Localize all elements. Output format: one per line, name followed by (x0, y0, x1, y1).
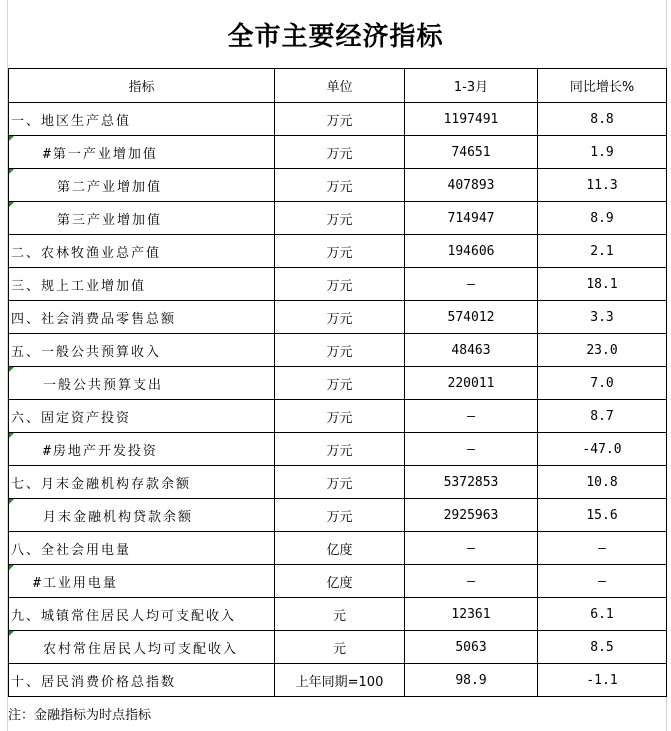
value-cell[interactable] (405, 499, 538, 532)
indicator-cell[interactable] (9, 664, 275, 697)
table-row (9, 367, 667, 400)
indicator-text: #第一产业增加值 (43, 146, 158, 162)
value-text: — (467, 573, 475, 589)
indicator-cell[interactable] (9, 433, 275, 466)
table-row (9, 565, 667, 598)
cell-comment-marker-icon (9, 367, 14, 372)
header-row (9, 69, 667, 103)
growth-cell[interactable] (538, 598, 667, 631)
value-cell[interactable] (405, 334, 538, 367)
indicator-text: 第二产业增加值 (57, 179, 163, 195)
growth-cell[interactable] (538, 631, 667, 664)
unit-text: 万元 (326, 278, 353, 294)
indicator-cell[interactable] (9, 466, 275, 499)
growth-cell[interactable] (538, 169, 667, 202)
indicator-cell[interactable] (9, 301, 275, 334)
value-text: — (467, 540, 475, 556)
value-cell[interactable] (405, 103, 538, 136)
growth-text: -47.0 (582, 441, 622, 457)
indicator-text: 第三产业增加值 (57, 212, 163, 228)
growth-text: 23.0 (586, 342, 618, 358)
value-text: 74651 (451, 144, 491, 160)
growth-text: 1.9 (590, 144, 614, 160)
indicator-cell[interactable] (9, 169, 275, 202)
value-cell[interactable] (405, 664, 538, 697)
value-text: 1197491 (443, 111, 499, 127)
growth-cell[interactable] (538, 301, 667, 334)
value-cell[interactable] (405, 631, 538, 664)
unit-cell[interactable] (275, 268, 405, 301)
growth-cell[interactable] (538, 202, 667, 235)
cell-comment-marker-icon (9, 202, 14, 207)
growth-text: 11.3 (586, 177, 618, 193)
value-cell[interactable] (405, 202, 538, 235)
unit-cell[interactable] (275, 301, 405, 334)
value-text: 12361 (451, 606, 491, 622)
growth-text: — (598, 540, 606, 556)
unit-text: 万元 (326, 443, 353, 459)
unit-cell[interactable] (275, 367, 405, 400)
unit-cell[interactable] (275, 631, 405, 664)
growth-cell[interactable] (538, 565, 667, 598)
value-text: 714947 (447, 210, 495, 226)
unit-text: 元 (332, 608, 346, 624)
value-text: 574012 (447, 309, 495, 325)
cell-comment-marker-icon (9, 136, 14, 141)
growth-cell[interactable] (538, 367, 667, 400)
value-text: — (467, 441, 475, 457)
cell-comment-marker-icon (9, 433, 14, 438)
unit-cell[interactable] (275, 466, 405, 499)
growth-text: 8.7 (590, 408, 614, 424)
growth-text: 2.1 (590, 243, 614, 259)
indicator-text: #工业用电量 (33, 575, 118, 591)
growth-cell[interactable] (538, 532, 667, 565)
table-row (9, 664, 667, 697)
unit-cell[interactable] (275, 202, 405, 235)
indicator-text: 一、地区生产总值 (11, 113, 132, 129)
table-row (9, 598, 667, 631)
cell-comment-marker-icon (9, 631, 14, 636)
growth-text: 8.5 (590, 639, 614, 655)
growth-cell[interactable] (538, 103, 667, 136)
indicator-cell[interactable] (9, 565, 275, 598)
value-cell[interactable] (405, 400, 538, 433)
value-text: 48463 (451, 342, 491, 358)
unit-text: 万元 (326, 509, 353, 525)
value-cell[interactable] (405, 532, 538, 565)
unit-text: 万元 (326, 212, 353, 228)
unit-cell[interactable] (275, 334, 405, 367)
indicator-text: 二、农林牧渔业总产值 (11, 245, 162, 261)
table-row (9, 301, 667, 334)
unit-cell[interactable] (275, 664, 405, 697)
value-cell[interactable] (405, 136, 538, 169)
page-title: 全市主要经济指标 (227, 21, 444, 52)
unit-text: 亿度 (326, 542, 353, 558)
unit-text: 万元 (326, 146, 353, 162)
value-cell[interactable] (405, 598, 538, 631)
indicator-text: 五、一般公共预算收入 (11, 344, 162, 360)
value-cell[interactable] (405, 565, 538, 598)
indicator-cell[interactable] (9, 367, 275, 400)
indicator-table (8, 68, 667, 697)
growth-cell[interactable] (538, 499, 667, 532)
value-text: — (467, 408, 475, 424)
unit-cell[interactable] (275, 235, 405, 268)
table-row (9, 631, 667, 664)
indicator-cell[interactable] (9, 235, 275, 268)
growth-text: 10.8 (586, 474, 618, 490)
growth-cell[interactable] (538, 136, 667, 169)
table-row (9, 433, 667, 466)
indicator-cell[interactable] (9, 598, 275, 631)
growth-cell[interactable] (538, 400, 667, 433)
table-row (9, 466, 667, 499)
indicator-text: 一般公共预算支出 (43, 377, 164, 393)
indicator-text: 六、固定资产投资 (11, 410, 132, 426)
growth-cell[interactable] (538, 268, 667, 301)
indicator-text: 八、全社会用电量 (11, 542, 132, 558)
table-row (9, 532, 667, 565)
unit-cell[interactable] (275, 400, 405, 433)
growth-text: 8.9 (590, 210, 614, 226)
unit-cell[interactable] (275, 499, 405, 532)
unit-text: 上年同期=100 (295, 674, 384, 690)
growth-text: -1.1 (586, 672, 618, 688)
unit-text: 元 (332, 641, 346, 657)
growth-cell[interactable] (538, 466, 667, 499)
unit-text: 万元 (326, 344, 353, 360)
indicator-cell[interactable] (9, 532, 275, 565)
growth-cell[interactable] (538, 664, 667, 697)
growth-cell[interactable] (538, 334, 667, 367)
indicator-cell[interactable] (9, 202, 275, 235)
value-text: 194606 (447, 243, 495, 259)
header-period[interactable]: 1-3月 (405, 69, 538, 103)
indicator-cell[interactable] (9, 334, 275, 367)
unit-text: 万元 (326, 377, 353, 393)
growth-text: 15.6 (586, 507, 618, 523)
indicator-text: 月末金融机构贷款余额 (43, 509, 194, 525)
table-row (9, 136, 667, 169)
growth-text: 6.1 (590, 606, 614, 622)
value-cell[interactable] (405, 433, 538, 466)
value-text: 407893 (447, 177, 495, 193)
indicator-cell[interactable] (9, 499, 275, 532)
unit-text: 万元 (326, 179, 353, 195)
unit-cell[interactable] (275, 169, 405, 202)
unit-text: 万元 (326, 410, 353, 426)
table-row (9, 103, 667, 136)
value-text: 5372853 (443, 474, 499, 490)
table-row (9, 400, 667, 433)
value-cell[interactable] (405, 466, 538, 499)
table-row (9, 202, 667, 235)
growth-text: 18.1 (586, 276, 618, 292)
value-cell[interactable] (405, 301, 538, 334)
indicator-cell[interactable] (9, 268, 275, 301)
unit-text: 万元 (326, 311, 353, 327)
unit-cell[interactable] (275, 433, 405, 466)
growth-cell[interactable] (538, 235, 667, 268)
value-cell[interactable] (405, 367, 538, 400)
indicator-text: 三、规上工业增加值 (11, 278, 147, 294)
indicator-text: 七、月末金融机构存款余额 (11, 476, 192, 492)
unit-text: 亿度 (326, 575, 353, 591)
value-text: 5063 (455, 639, 487, 655)
unit-text: 万元 (326, 113, 353, 129)
header-growth[interactable]: 同比增长% (538, 69, 667, 103)
table-row (9, 268, 667, 301)
indicator-cell[interactable] (9, 136, 275, 169)
table-row (9, 169, 667, 202)
unit-cell[interactable] (275, 598, 405, 631)
growth-text: — (598, 573, 606, 589)
indicator-cell[interactable] (9, 631, 275, 664)
table-row (9, 499, 667, 532)
table-row (9, 334, 667, 367)
growth-text: 3.3 (590, 309, 614, 325)
cell-comment-marker-icon (9, 499, 14, 504)
growth-text: 8.8 (590, 111, 614, 127)
indicator-text: 十、居民消费价格总指数 (11, 674, 177, 690)
indicator-cell[interactable] (9, 103, 275, 136)
growth-cell[interactable] (538, 433, 667, 466)
value-cell[interactable] (405, 235, 538, 268)
growth-text: 7.0 (590, 375, 614, 391)
value-cell[interactable] (405, 169, 538, 202)
unit-cell[interactable] (275, 136, 405, 169)
value-text: 2925963 (443, 507, 499, 523)
table-row (9, 235, 667, 268)
value-text: 220011 (447, 375, 495, 391)
indicator-cell[interactable] (9, 400, 275, 433)
value-cell[interactable] (405, 268, 538, 301)
cell-comment-marker-icon (9, 169, 14, 174)
unit-text: 万元 (326, 476, 353, 492)
indicator-text: 四、社会消费品零售总额 (11, 311, 177, 327)
value-text: — (467, 276, 475, 292)
footnote: 注：金融指标为时点指标 (8, 708, 152, 723)
unit-cell[interactable] (275, 532, 405, 565)
header-indicator[interactable]: 指标 (9, 69, 275, 103)
header-unit[interactable]: 单位 (275, 69, 405, 103)
unit-cell[interactable] (275, 103, 405, 136)
value-text: 98.9 (455, 672, 487, 688)
indicator-text: 农村常住居民人均可支配收入 (43, 641, 239, 657)
unit-text: 万元 (326, 245, 353, 261)
indicator-text: 九、城镇常住居民人均可支配收入 (11, 608, 237, 624)
unit-cell[interactable] (275, 565, 405, 598)
indicator-text: #房地产开发投资 (43, 443, 158, 459)
cell-comment-marker-icon (9, 565, 14, 570)
